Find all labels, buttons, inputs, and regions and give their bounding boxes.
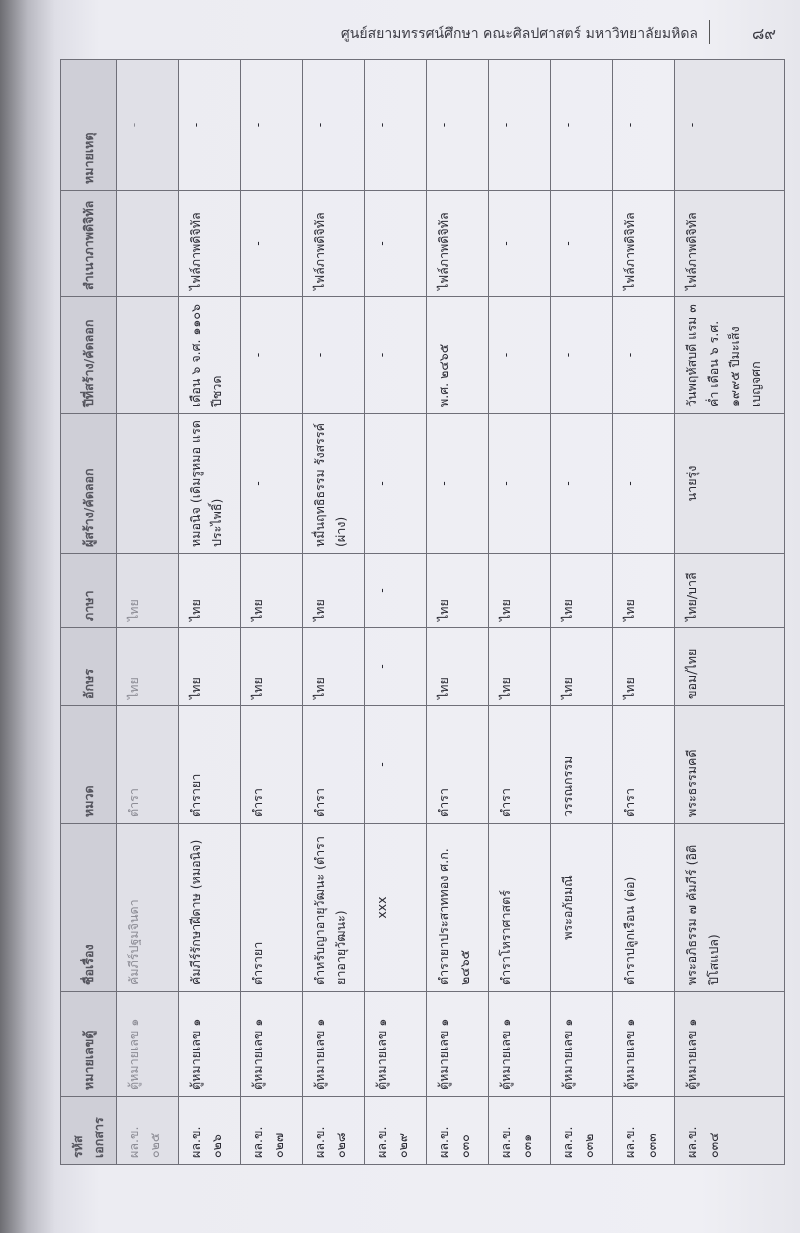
cell-note: - xyxy=(551,60,613,191)
cell-digital: ไฟล์ภาพดิจิทัล xyxy=(675,191,785,297)
cell-note: - xyxy=(426,60,488,191)
cell-script: ไทย xyxy=(613,628,675,706)
cell-digital: ไฟล์ภาพดิจิทัล xyxy=(426,191,488,297)
cell-title: คัมภีร์รักษาฝีดาษ (หมอนิจ) xyxy=(178,824,240,992)
cell-note: - xyxy=(613,60,675,191)
column-header: อักษร xyxy=(61,628,117,706)
cell-code: ผล.ข. ๐๒๖ xyxy=(178,1097,240,1165)
cell-script: ไทย xyxy=(551,628,613,706)
table-row xyxy=(178,60,240,1165)
cell-title: คัมภีร์ปฐมจินดา xyxy=(116,824,178,992)
cell-category: พระธรรมคดี xyxy=(675,706,785,824)
cell-category: ตำรา xyxy=(240,706,302,824)
cell-digital: ไฟล์ภาพดิจิทัล xyxy=(302,191,364,297)
cell-creator: - xyxy=(613,414,675,554)
rotated-table-container xyxy=(60,60,785,1165)
cell-digital: - xyxy=(364,191,426,297)
column-header: รหัสเอกสาร xyxy=(61,1097,117,1165)
cell-note: - xyxy=(116,60,178,191)
cell-creator: - xyxy=(426,414,488,554)
cell-code: ผล.ข. ๐๒๙ xyxy=(364,1097,426,1165)
cell-note: - xyxy=(675,60,785,191)
cell-note: - xyxy=(364,60,426,191)
cell-title: ตำราโหราศาสตร์ xyxy=(489,824,551,992)
cell-year: - xyxy=(551,297,613,414)
header-separator xyxy=(709,20,710,44)
cell-language: ไทย xyxy=(302,554,364,628)
cell-language: ไทย xyxy=(551,554,613,628)
cell-category: ตำรา xyxy=(613,706,675,824)
cell-cabinet: ตู้หมายเลข ๑ xyxy=(675,992,785,1097)
manuscript-catalog-table xyxy=(60,59,785,1165)
cell-note: - xyxy=(302,60,364,191)
cell-language: ไทย xyxy=(613,554,675,628)
cell-language: ไทย xyxy=(178,554,240,628)
cell-digital: - xyxy=(489,191,551,297)
cell-cabinet: ตู้หมายเลข ๑ xyxy=(426,992,488,1097)
cell-code: ผล.ข. ๐๓๑ xyxy=(489,1097,551,1165)
cell-cabinet: ตู้หมายเลข ๑ xyxy=(489,992,551,1097)
cell-language: ไทย xyxy=(116,554,178,628)
cell-digital: ไฟล์ภาพดิจิทัล xyxy=(178,191,240,297)
cell-year: - xyxy=(613,297,675,414)
cell-language: ไทย xyxy=(240,554,302,628)
table-row xyxy=(116,60,178,1165)
cell-title: พระอภัยมณี xyxy=(551,824,613,992)
cell-category: วรรณกรรม xyxy=(551,706,613,824)
cell-category: ตำรา xyxy=(489,706,551,824)
cell-cabinet: ตู้หมายเลข ๑ xyxy=(178,992,240,1097)
cell-script: ขอม/ไทย xyxy=(675,628,785,706)
cell-cabinet: ตู้หมายเลข ๑ xyxy=(240,992,302,1097)
cell-year: - xyxy=(240,297,302,414)
column-header: สำเนาภาพดิจิทัล xyxy=(61,191,117,297)
cell-creator: หมอนิจ (เดิมรูหมอ แรด ประไพธิ์) xyxy=(178,414,240,554)
running-header xyxy=(340,20,790,46)
cell-digital: ไฟล์ภาพดิจิทัล xyxy=(613,191,675,297)
column-header: ภาษา xyxy=(61,554,117,628)
cell-digital xyxy=(116,191,178,297)
cell-title: พระอภิธรรม ๗ คัมภีร์ (อิติปิโสแปล) xyxy=(675,824,785,992)
cell-note: - xyxy=(489,60,551,191)
cell-code: ผล.ข. ๐๓๔ xyxy=(675,1097,785,1165)
cell-title: ตำรายา xyxy=(240,824,302,992)
column-header: ผู้สร้าง/คัดลอก xyxy=(61,414,117,554)
cell-year xyxy=(116,297,178,414)
table-row xyxy=(364,60,426,1165)
cell-note: - xyxy=(240,60,302,191)
table-row xyxy=(240,60,302,1165)
cell-code: ผล.ข. ๐๒๕ xyxy=(116,1097,178,1165)
column-header: หมวด xyxy=(61,706,117,824)
cell-cabinet: ตู้หมายเลข ๑ xyxy=(364,992,426,1097)
cell-script: - xyxy=(364,628,426,706)
cell-cabinet: ตู้หมายเลข ๑ xyxy=(551,992,613,1097)
cell-title: ตำรายาประสาททอง ศ.ก. ๒๔๖๕ xyxy=(426,824,488,992)
cell-title: xxx xyxy=(364,824,426,992)
cell-year: เดือน ๖ จ.ศ. ๑๑๐๖ ปีชวด xyxy=(178,297,240,414)
cell-category: ตำรา xyxy=(302,706,364,824)
cell-category: ตำรา xyxy=(426,706,488,824)
cell-creator: - xyxy=(551,414,613,554)
cell-year: วันพฤหัสบดี แรม ๓ ค่ำ เดือน ๖ ร.ศ. ๑๙๙๕ ปีมะเส็ง เบญจศก xyxy=(675,297,785,414)
cell-creator: - xyxy=(364,414,426,554)
cell-title: ตำหรับญาอายุวัฒนะ (ตำรายาอายุวัฒนะ) xyxy=(302,824,364,992)
table-row xyxy=(302,60,364,1165)
table-row xyxy=(613,60,675,1165)
column-header: หมายเลขตู้ xyxy=(61,992,117,1097)
table-header-row xyxy=(61,60,117,1165)
cell-cabinet: ตู้หมายเลข ๑ xyxy=(302,992,364,1097)
cell-digital: - xyxy=(551,191,613,297)
cell-cabinet: ตู้หมายเลข ๑ xyxy=(116,992,178,1097)
column-header: ปีที่สร้าง/คัดลอก xyxy=(61,297,117,414)
column-header: ชื่อเรื่อง xyxy=(61,824,117,992)
cell-year: - xyxy=(489,297,551,414)
cell-cabinet: ตู้หมายเลข ๑ xyxy=(613,992,675,1097)
table-row xyxy=(489,60,551,1165)
cell-script: ไทย xyxy=(489,628,551,706)
cell-code: ผล.ข. ๐๒๗ xyxy=(240,1097,302,1165)
cell-creator: นายรุ่ง xyxy=(675,414,785,554)
cell-script: ไทย xyxy=(240,628,302,706)
cell-code: ผล.ข. ๐๒๘ xyxy=(302,1097,364,1165)
cell-title: ตำราปลูกเรือน (ต่อ) xyxy=(613,824,675,992)
cell-code: ผล.ข. ๐๓๒ xyxy=(551,1097,613,1165)
cell-code: ผล.ข. ๐๓๓ xyxy=(613,1097,675,1165)
cell-script: ไทย xyxy=(302,628,364,706)
cell-year: - xyxy=(364,297,426,414)
cell-category: - xyxy=(364,706,426,824)
cell-language: ไทย xyxy=(426,554,488,628)
cell-language: ไทย xyxy=(489,554,551,628)
cell-category: ตำรายา xyxy=(178,706,240,824)
cell-code: ผล.ข. ๐๓๐ xyxy=(426,1097,488,1165)
cell-category: ตำรา xyxy=(116,706,178,824)
column-header: หมายเหตุ xyxy=(61,60,117,191)
cell-language: ไทย/บาลี xyxy=(675,554,785,628)
cell-script: ไทย xyxy=(116,628,178,706)
header-title: ศูนย์สยามทรรศน์ศึกษา คณะศิลปศาสตร์ มหาวิทยาลัยมหิดล xyxy=(340,26,698,42)
cell-creator: - xyxy=(489,414,551,554)
cell-creator: หมื่นฤทธิธรรม รังสรรค์ (ผ่าง) xyxy=(302,414,364,554)
cell-digital: - xyxy=(240,191,302,297)
table-row xyxy=(426,60,488,1165)
cell-creator: - xyxy=(240,414,302,554)
cell-script: ไทย xyxy=(426,628,488,706)
cell-language: - xyxy=(364,554,426,628)
cell-script: ไทย xyxy=(178,628,240,706)
cell-creator xyxy=(116,414,178,554)
cell-year: พ.ศ. ๒๔๖๕ xyxy=(426,297,488,414)
cell-year: - xyxy=(302,297,364,414)
table-row xyxy=(675,60,785,1165)
page-number: ๘๙ xyxy=(751,24,776,43)
table-row xyxy=(551,60,613,1165)
cell-note: - xyxy=(178,60,240,191)
